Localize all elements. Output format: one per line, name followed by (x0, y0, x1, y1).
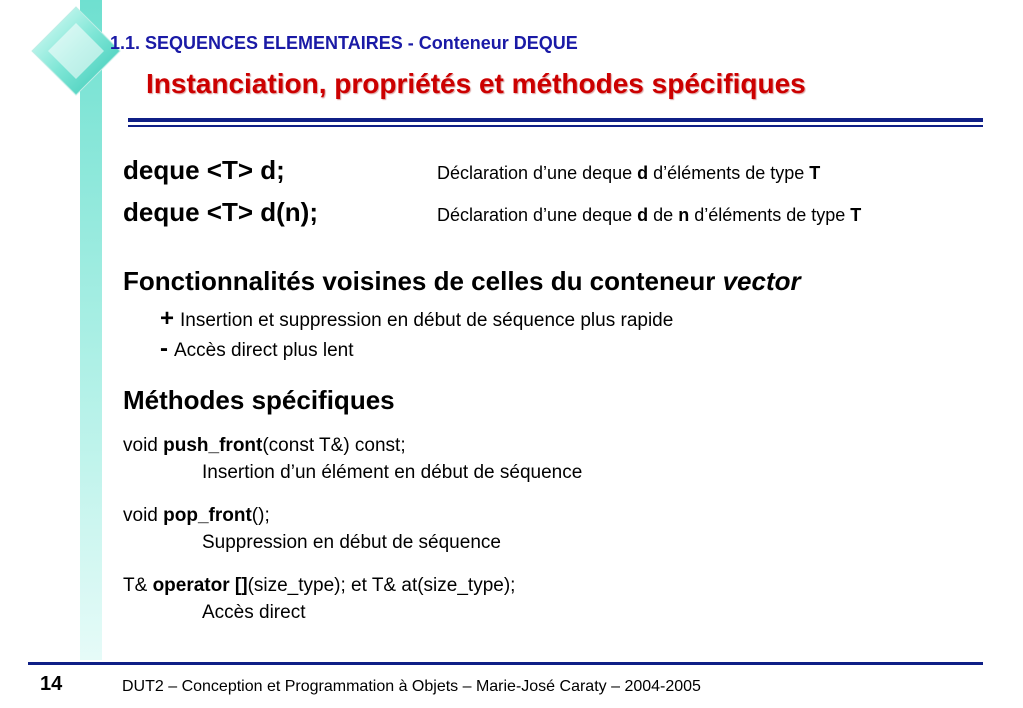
method-desc-pop-front: Suppression en début de séquence (202, 532, 501, 553)
features-heading: Fonctionnalités voisines de celles du conteneur vector (123, 266, 801, 296)
declaration-desc-2: Déclaration d’une deque d de n d’éléments de type T (437, 205, 862, 225)
method-signature-pop-front: void pop_front(); (123, 505, 270, 526)
declaration-desc-1: Déclaration d’une deque d d’éléments de type T (437, 163, 821, 183)
section-subtitle: 1.1. SEQUENCES ELEMENTAIRES - Conteneur DEQUE (110, 33, 578, 53)
method-signature-operator: T& operator [](size_type); et T& at(size_type); (123, 575, 516, 596)
header-divider (128, 118, 983, 122)
feature-plus-item: + Insertion et suppression en début de séquence plus rapide (160, 305, 674, 332)
minus-icon: - (160, 335, 168, 362)
diamond-logo-icon (30, 5, 122, 97)
footer-text: DUT2 – Conception et Programmation à Objets – Marie-José Caraty – 2004-2005 (122, 678, 701, 695)
declaration-code-1: deque <T> d; (123, 155, 285, 185)
page-title: Instanciation, propriétés et méthodes spécifiques (146, 68, 806, 99)
method-desc-operator: Accès direct (202, 602, 306, 623)
methods-heading: Méthodes spécifiques (123, 385, 395, 415)
method-desc-push-front: Insertion d’un élément en début de séquence (202, 462, 583, 483)
decorative-stripe (80, 0, 102, 660)
feature-minus-item: - Accès direct plus lent (160, 335, 354, 362)
method-signature-push-front: void push_front(const T&) const; (123, 435, 406, 456)
footer-divider (28, 662, 983, 665)
header-divider-thin (128, 125, 983, 127)
declaration-code-2: deque <T> d(n); (123, 197, 318, 227)
page-number: 14 (40, 673, 63, 695)
plus-icon: + (160, 305, 175, 332)
